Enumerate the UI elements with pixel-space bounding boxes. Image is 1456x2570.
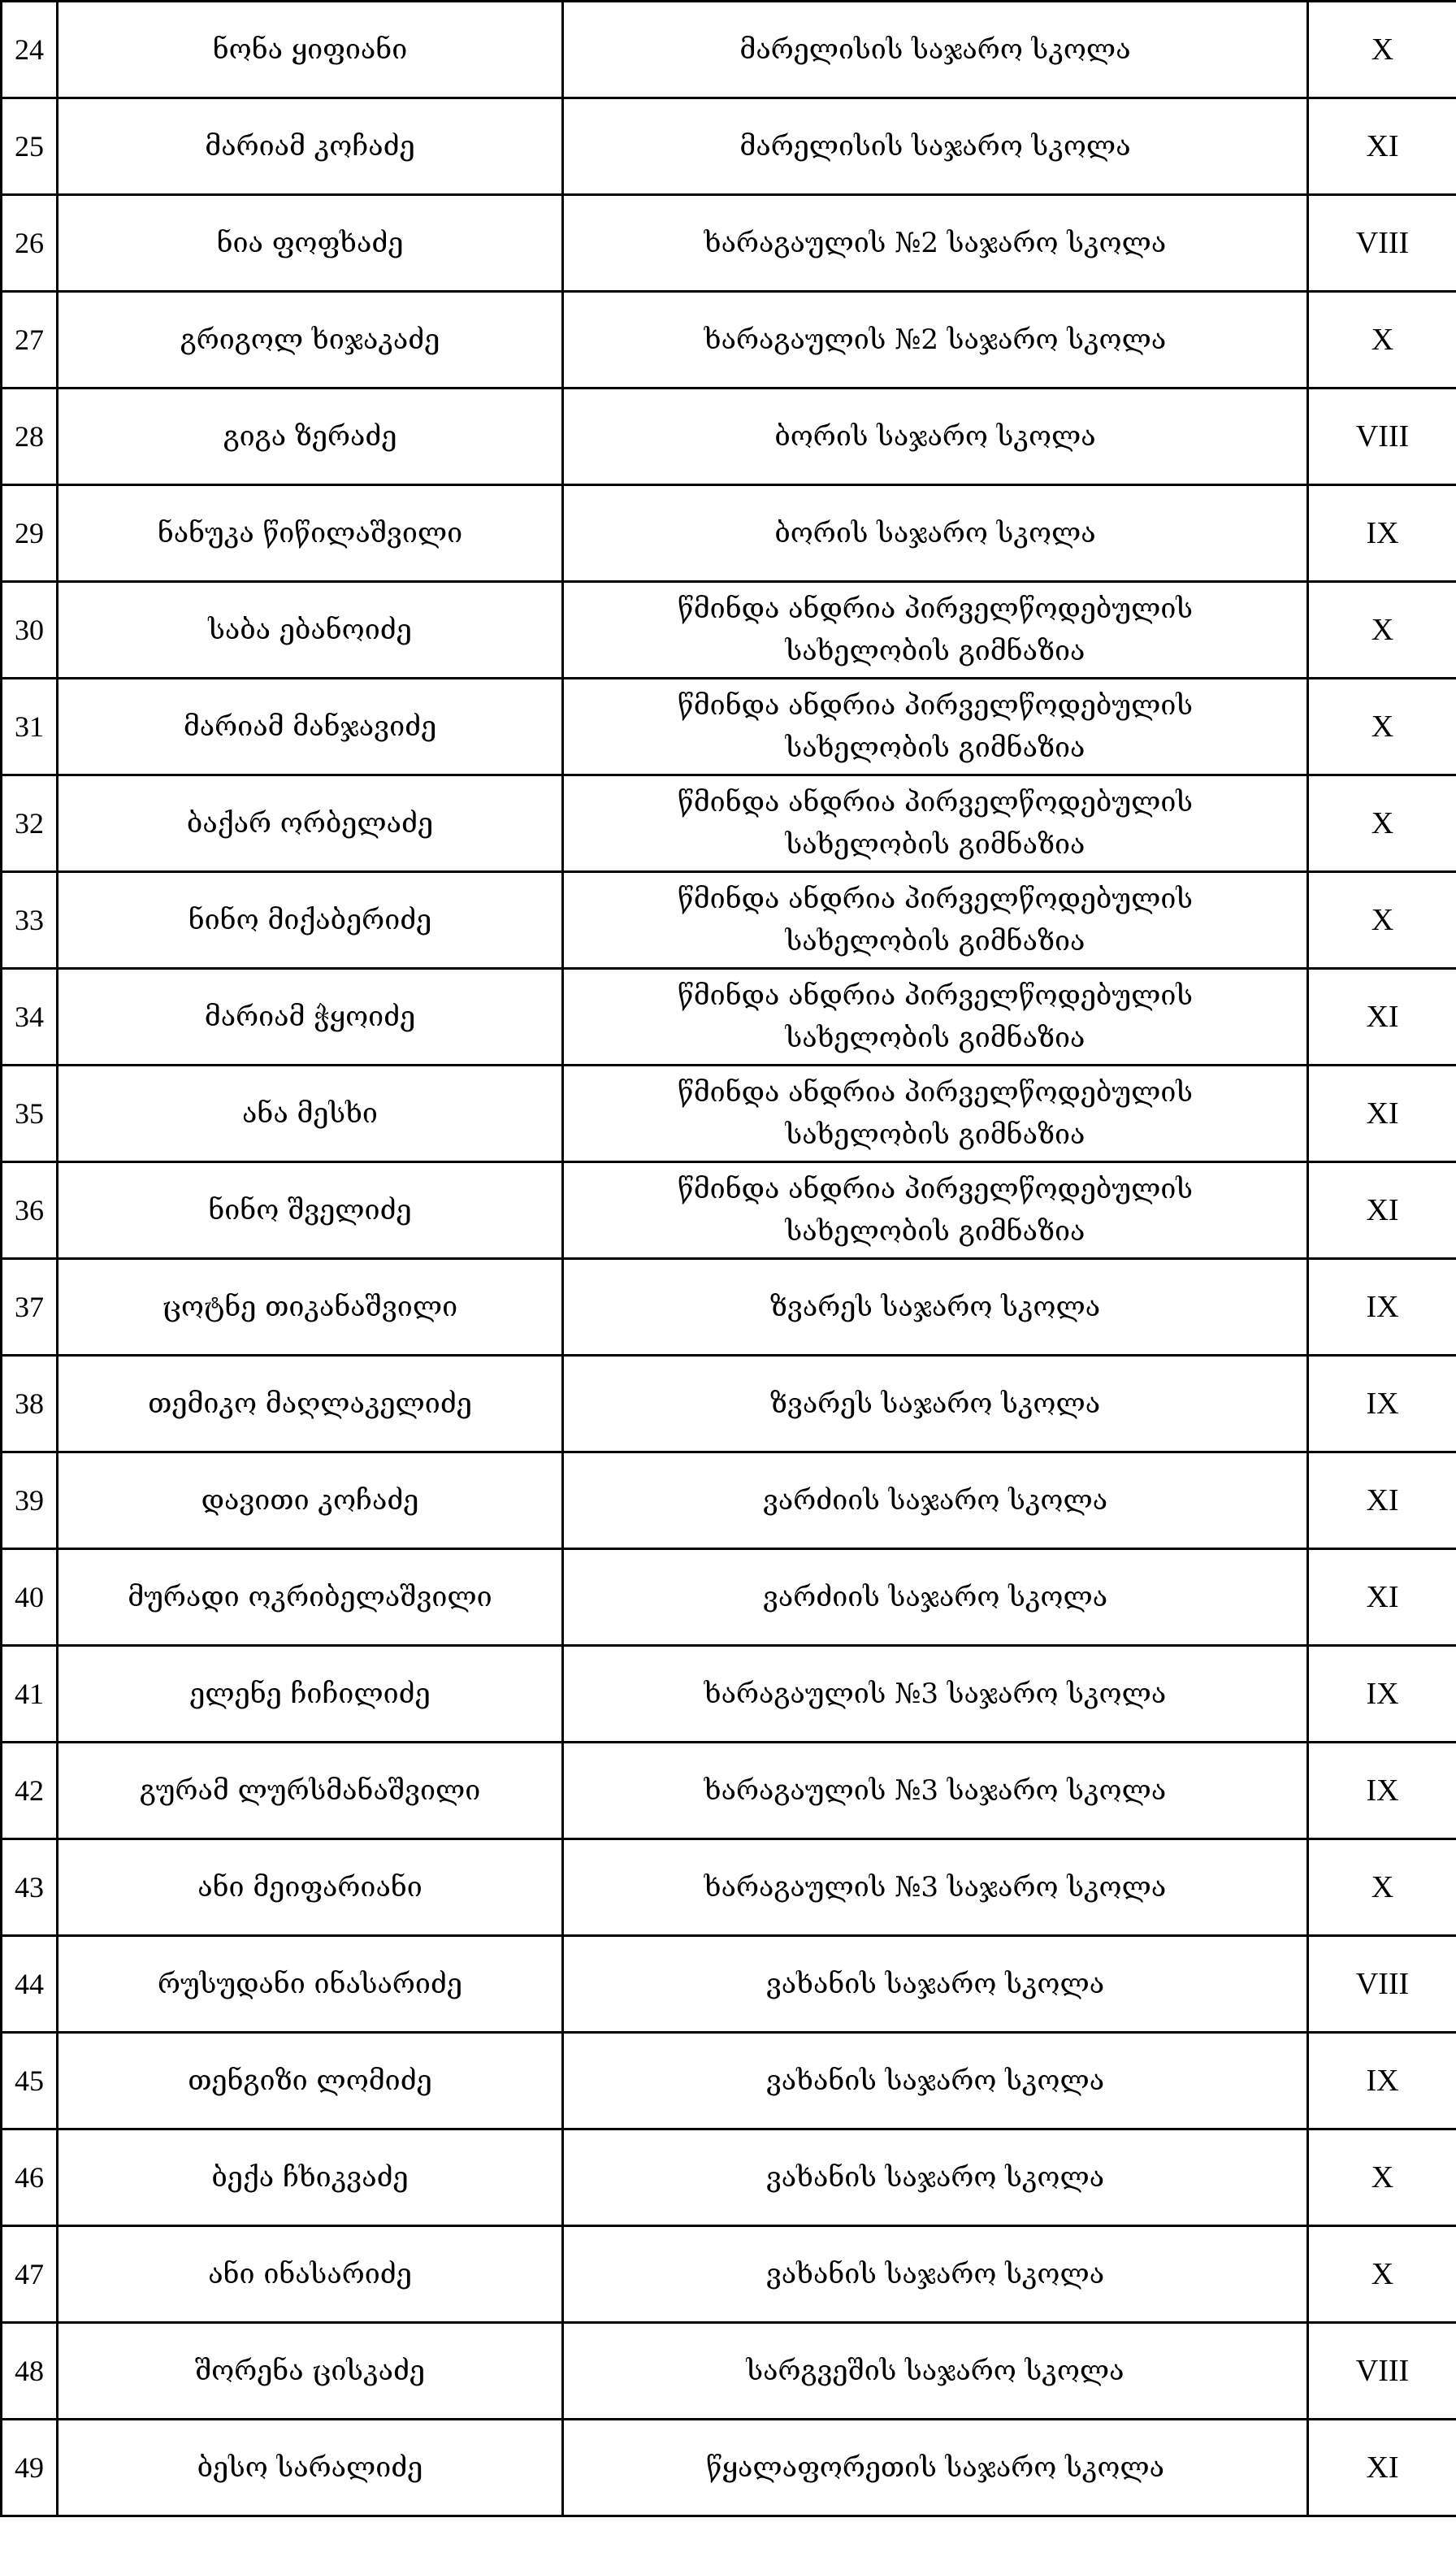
school-cell [563, 195, 1308, 292]
grade-cell: VIII [1308, 2323, 1456, 2420]
school-name-line: წმინდა ანდრია პირველწოდებულის [677, 979, 1193, 1012]
row-number-cell: 44 [2, 1936, 58, 2033]
row-number-cell: 46 [2, 2129, 58, 2226]
table-row [2, 389, 1456, 485]
table-row [2, 1452, 1456, 1549]
school-cell [563, 582, 1308, 679]
row-number-cell: 27 [2, 292, 58, 389]
row-number-cell: 48 [2, 2323, 58, 2420]
row-number-cell: 34 [2, 969, 58, 1066]
student-name-cell: ანი მეიფარიანი [58, 1839, 563, 1936]
school-cell [563, 485, 1308, 582]
school-name-line: წმინდა ანდრია პირველწოდებულის [677, 1173, 1193, 1205]
row-number-cell: 26 [2, 195, 58, 292]
grade-cell: X [1308, 775, 1456, 872]
row-number-cell: 36 [2, 1162, 58, 1259]
student-name-cell: ელენე ჩიჩილიძე [58, 1646, 563, 1743]
grade-cell: XI [1308, 98, 1456, 195]
school-cell [563, 1743, 1308, 1839]
school-name-line: ვარძიის საჯარო სკოლა [762, 1484, 1108, 1517]
row-number-cell: 29 [2, 485, 58, 582]
grade-cell: VIII [1308, 195, 1456, 292]
school-name-line: წმინდა ანდრია პირველწოდებულის [677, 689, 1193, 722]
table-row [2, 872, 1456, 969]
row-number-cell: 35 [2, 1066, 58, 1162]
row-number-cell: 45 [2, 2033, 58, 2129]
grade-cell: XI [1308, 2420, 1456, 2516]
table-row [2, 1646, 1456, 1743]
student-name-cell: ნია ფოფხაძე [58, 195, 563, 292]
table-row [2, 2420, 1456, 2516]
student-name-cell: მარიამ მანჯავიძე [58, 679, 563, 775]
school-cell [563, 1646, 1308, 1743]
grade-cell: X [1308, 2, 1456, 98]
roster-body [2, 2, 1456, 2516]
table-row [2, 98, 1456, 195]
grade-cell: XI [1308, 1066, 1456, 1162]
row-number-cell: 33 [2, 872, 58, 969]
school-name-line: ზვარეს საჯარო სკოლა [769, 1387, 1101, 1420]
school-name-line: სახელობის გიმნაზია [785, 1022, 1086, 1054]
school-name-line: ვახანის საჯარო სკოლა [765, 1968, 1105, 2000]
row-number-cell: 30 [2, 582, 58, 679]
student-name-cell: მარიამ ჭყოიძე [58, 969, 563, 1066]
table-row [2, 2, 1456, 98]
grade-cell: IX [1308, 1259, 1456, 1356]
grade-cell: VIII [1308, 1936, 1456, 2033]
student-name-cell: რუსუდანი ინასარიძე [58, 1936, 563, 2033]
school-name-line: ხარაგაულის №3 საჯარო სკოლა [704, 1871, 1167, 1904]
school-name-line: ბორის საჯარო სკოლა [774, 517, 1096, 549]
student-name-cell: ბექა ჩხიკვაძე [58, 2129, 563, 2226]
school-cell [563, 2420, 1308, 2516]
row-number-cell: 25 [2, 98, 58, 195]
grade-cell: X [1308, 872, 1456, 969]
school-name-line: სახელობის გიმნაზია [785, 635, 1086, 667]
table-row [2, 2226, 1456, 2323]
table-row [2, 1743, 1456, 1839]
grade-cell: X [1308, 2226, 1456, 2323]
table-row [2, 775, 1456, 872]
school-name-line: ზვარეს საჯარო სკოლა [769, 1291, 1101, 1323]
school-name-line: ვახანის საჯარო სკოლა [765, 2064, 1105, 2097]
grade-cell: X [1308, 2129, 1456, 2226]
school-cell [563, 1936, 1308, 2033]
school-name-line: წმინდა ანდრია პირველწოდებულის [677, 1076, 1193, 1109]
row-number-cell: 37 [2, 1259, 58, 1356]
table-row [2, 195, 1456, 292]
school-name-line: ხარაგაულის №2 საჯარო სკოლა [704, 323, 1167, 356]
school-name-line: ხარაგაულის №3 საჯარო სკოლა [704, 1774, 1167, 1807]
school-cell [563, 775, 1308, 872]
school-cell [563, 969, 1308, 1066]
school-name-line: მარელისის საჯარო სკოლა [739, 33, 1131, 66]
school-name-line: მარელისის საჯარო სკოლა [739, 130, 1131, 163]
grade-cell: XI [1308, 1162, 1456, 1259]
school-cell [563, 1839, 1308, 1936]
school-name-line: ხარაგაულის №3 საჯარო სკოლა [704, 1678, 1167, 1710]
school-cell [563, 2033, 1308, 2129]
school-cell [563, 679, 1308, 775]
student-name-cell: ნინო შველიძე [58, 1162, 563, 1259]
table-row [2, 679, 1456, 775]
student-name-cell: მარიამ კოჩაძე [58, 98, 563, 195]
student-name-cell: შორენა ცისკაძე [58, 2323, 563, 2420]
school-cell [563, 2129, 1308, 2226]
student-name-cell: გრიგოლ ხიჯაკაძე [58, 292, 563, 389]
row-number-cell: 41 [2, 1646, 58, 1743]
student-name-cell: დავითი კოჩაძე [58, 1452, 563, 1549]
table-row [2, 1549, 1456, 1646]
school-name-line: სახელობის გიმნაზია [785, 1215, 1086, 1248]
school-cell [563, 2, 1308, 98]
school-name-line: ვახანის საჯარო სკოლა [765, 2161, 1105, 2194]
school-name-line: წმინდა ანდრია პირველწოდებულის [677, 883, 1193, 915]
school-cell [563, 389, 1308, 485]
school-cell [563, 1259, 1308, 1356]
table-row [2, 2323, 1456, 2420]
table-row [2, 292, 1456, 389]
school-name-line: ხარაგაულის №2 საჯარო სკოლა [704, 227, 1167, 259]
table-row [2, 1936, 1456, 2033]
grade-cell: IX [1308, 1743, 1456, 1839]
school-name-line: ვახანის საჯარო სკოლა [765, 2258, 1105, 2290]
school-cell [563, 1452, 1308, 1549]
grade-cell: IX [1308, 1646, 1456, 1743]
school-cell [563, 98, 1308, 195]
grade-cell: XI [1308, 1549, 1456, 1646]
grade-cell: IX [1308, 1356, 1456, 1452]
row-number-cell: 28 [2, 389, 58, 485]
school-name-line: სახელობის გიმნაზია [785, 1118, 1086, 1151]
row-number-cell: 39 [2, 1452, 58, 1549]
table-row [2, 1259, 1456, 1356]
school-name-line: ვარძიის საჯარო სკოლა [762, 1581, 1108, 1613]
grade-cell: XI [1308, 969, 1456, 1066]
row-number-cell: 38 [2, 1356, 58, 1452]
school-cell [563, 2323, 1308, 2420]
row-number-cell: 43 [2, 1839, 58, 1936]
row-number-cell: 47 [2, 2226, 58, 2323]
school-cell [563, 1356, 1308, 1452]
grade-cell: IX [1308, 2033, 1456, 2129]
student-name-cell: მურადი ოკრიბელაშვილი [58, 1549, 563, 1646]
table-row [2, 1356, 1456, 1452]
school-name-line: სახელობის გიმნაზია [785, 731, 1086, 764]
school-cell [563, 1162, 1308, 1259]
table-row [2, 969, 1456, 1066]
table-row [2, 1066, 1456, 1162]
row-number-cell: 32 [2, 775, 58, 872]
student-name-cell: ცოტნე თიკანაშვილი [58, 1259, 563, 1356]
school-name-line: წმინდა ანდრია პირველწოდებულის [677, 786, 1193, 818]
row-number-cell: 40 [2, 1549, 58, 1646]
school-name-line: სარგვეშის საჯარო სკოლა [746, 2355, 1124, 2387]
student-name-cell: ნინო მიქაბერიძე [58, 872, 563, 969]
student-name-cell: საბა ებანოიძე [58, 582, 563, 679]
table-row [2, 1839, 1456, 1936]
school-name-line: სახელობის გიმნაზია [785, 828, 1086, 861]
student-name-cell: ნანუკა წიწილაშვილი [58, 485, 563, 582]
table-row [2, 582, 1456, 679]
row-number-cell: 42 [2, 1743, 58, 1839]
school-cell [563, 1549, 1308, 1646]
student-name-cell: ანა მესხი [58, 1066, 563, 1162]
school-name-line: წყალაფორეთის საჯარო სკოლა [705, 2451, 1165, 2484]
school-name-line: წმინდა ანდრია პირველწოდებულის [677, 593, 1193, 625]
student-name-cell: ბესო სარალიძე [58, 2420, 563, 2516]
table-row [2, 2033, 1456, 2129]
table-row [2, 485, 1456, 582]
student-name-cell: გიგა ზერაძე [58, 389, 563, 485]
school-cell [563, 292, 1308, 389]
student-name-cell: ნონა ყიფიანი [58, 2, 563, 98]
grade-cell: X [1308, 292, 1456, 389]
student-name-cell: ანი ინასარიძე [58, 2226, 563, 2323]
row-number-cell: 24 [2, 2, 58, 98]
student-name-cell: თენგიზი ლომიძე [58, 2033, 563, 2129]
student-name-cell: თემიკო მაღლაკელიძე [58, 1356, 563, 1452]
school-cell [563, 1066, 1308, 1162]
grade-cell: X [1308, 1839, 1456, 1936]
grade-cell: IX [1308, 485, 1456, 582]
grade-cell: X [1308, 582, 1456, 679]
grade-cell: VIII [1308, 389, 1456, 485]
student-name-cell: ბაქარ ორბელაძე [58, 775, 563, 872]
table-row [2, 1162, 1456, 1259]
row-number-cell: 31 [2, 679, 58, 775]
school-name-line: სახელობის გიმნაზია [785, 925, 1086, 957]
school-name-line: ბორის საჯარო სკოლა [774, 420, 1096, 453]
table-row [2, 2129, 1456, 2226]
grade-cell: XI [1308, 1452, 1456, 1549]
grade-cell: X [1308, 679, 1456, 775]
school-cell [563, 2226, 1308, 2323]
school-cell [563, 872, 1308, 969]
student-name-cell: გურამ ლურსმანაშვილი [58, 1743, 563, 1839]
row-number-cell: 49 [2, 2420, 58, 2516]
